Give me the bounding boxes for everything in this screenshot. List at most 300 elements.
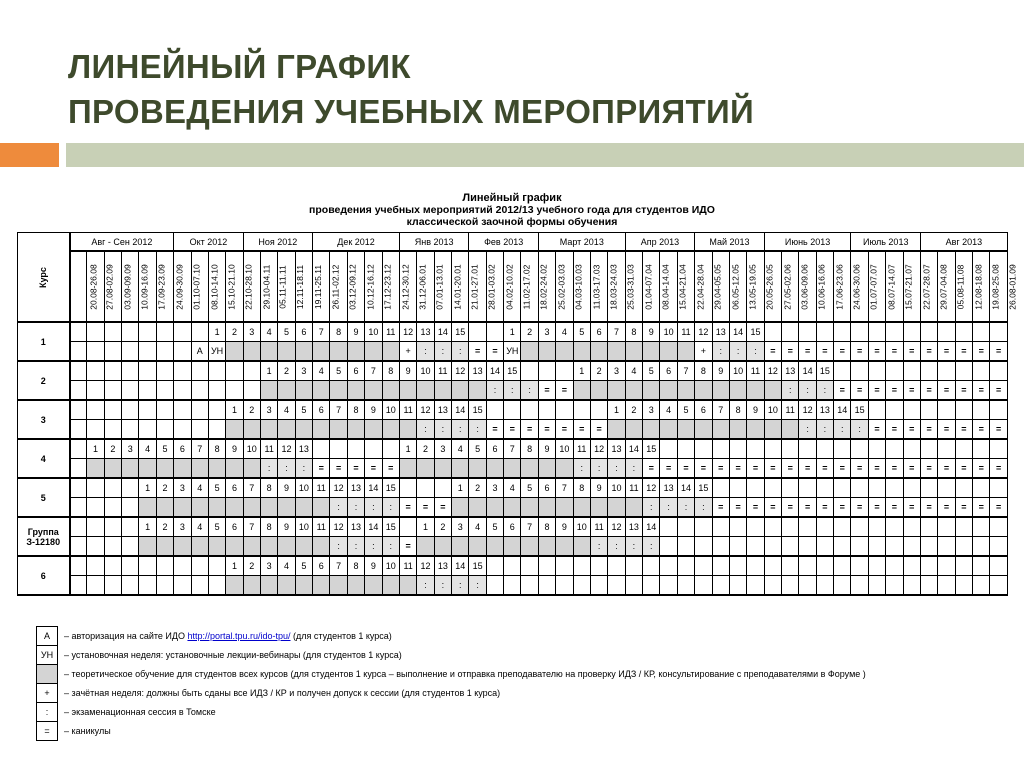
document-heading-line1: Линейный график bbox=[462, 192, 562, 204]
activity-cell bbox=[695, 381, 712, 401]
activity-cell bbox=[226, 342, 243, 362]
activity-cell: : bbox=[434, 576, 451, 596]
week-number-cell: 10 bbox=[608, 478, 625, 498]
activity-cell: = bbox=[382, 459, 399, 479]
week-number-cell bbox=[486, 400, 503, 420]
week-number-cell bbox=[434, 478, 451, 498]
week-number-cell: 11 bbox=[590, 517, 607, 537]
activity-cell bbox=[278, 537, 295, 557]
course-label: 1 bbox=[18, 322, 70, 361]
activity-cell bbox=[851, 537, 868, 557]
activity-cell bbox=[295, 420, 312, 440]
activity-cell: = bbox=[347, 459, 364, 479]
week-date-label: 08.04-14.04 bbox=[660, 263, 671, 310]
activity-cell: = bbox=[886, 420, 903, 440]
activity-cell: А bbox=[191, 342, 208, 362]
course-activity-row bbox=[18, 498, 1008, 518]
week-number-cell: 14 bbox=[799, 361, 816, 381]
activity-cell bbox=[226, 420, 243, 440]
week-number-cell bbox=[104, 478, 121, 498]
week-number-cell: 1 bbox=[226, 400, 243, 420]
legend-description: – теоретическое обучение для студентов всех курсов (для студентов 1 курса – выполнение и отправка преподавателю на проверку ИДЗ / КР, консультирование с преподавателями в Форуме ) bbox=[64, 669, 866, 679]
activity-cell: = bbox=[816, 459, 833, 479]
week-number-cell bbox=[538, 361, 555, 381]
week-number-cell: 13 bbox=[434, 400, 451, 420]
month-header: Фев 2013 bbox=[469, 233, 538, 252]
week-number-cell bbox=[799, 322, 816, 342]
activity-cell bbox=[122, 576, 139, 596]
week-number-cell: 11 bbox=[434, 361, 451, 381]
week-number-cell bbox=[920, 400, 937, 420]
activity-cell bbox=[608, 342, 625, 362]
week-number-cell bbox=[104, 517, 121, 537]
legend-symbol: : bbox=[37, 703, 58, 722]
week-number-cell: 8 bbox=[260, 517, 277, 537]
week-number-cell bbox=[556, 361, 573, 381]
week-date-label: 25.02-03.03 bbox=[556, 263, 567, 310]
week-number-cell: 9 bbox=[365, 556, 382, 576]
activity-cell bbox=[278, 576, 295, 596]
month-header: Март 2013 bbox=[538, 233, 625, 252]
week-number-cell bbox=[938, 400, 955, 420]
week-number-cell bbox=[330, 439, 347, 459]
week-date-label: 15.10-21.10 bbox=[226, 263, 237, 310]
activity-cell: = bbox=[747, 498, 764, 518]
activity-cell: : bbox=[643, 498, 660, 518]
week-number-cell bbox=[104, 322, 121, 342]
legend-description: – каникулы bbox=[64, 726, 111, 736]
activity-cell bbox=[139, 537, 156, 557]
activity-cell: = bbox=[782, 498, 799, 518]
activity-cell bbox=[469, 498, 486, 518]
activity-cell bbox=[243, 498, 260, 518]
activity-cell: = bbox=[712, 459, 729, 479]
week-number-cell bbox=[799, 439, 816, 459]
week-number-cell: 1 bbox=[87, 439, 104, 459]
week-number-cell: 11 bbox=[677, 322, 694, 342]
week-number-cell bbox=[191, 556, 208, 576]
week-number-cell: 5 bbox=[208, 478, 225, 498]
activity-cell: : bbox=[347, 537, 364, 557]
course-row bbox=[18, 400, 1008, 420]
week-number-cell bbox=[156, 322, 173, 342]
activity-cell: = bbox=[556, 381, 573, 401]
activity-cell bbox=[434, 459, 451, 479]
week-number-cell bbox=[712, 517, 729, 537]
activity-cell bbox=[156, 459, 173, 479]
week-number-cell: 15 bbox=[452, 322, 469, 342]
activity-cell bbox=[260, 381, 277, 401]
activity-cell bbox=[330, 420, 347, 440]
course-label: 4 bbox=[18, 439, 70, 478]
activity-cell bbox=[191, 381, 208, 401]
week-number-cell: 14 bbox=[729, 322, 746, 342]
activity-cell bbox=[191, 420, 208, 440]
activity-cell bbox=[399, 381, 416, 401]
activity-cell bbox=[295, 537, 312, 557]
week-number-cell bbox=[764, 517, 781, 537]
week-number-cell: 12 bbox=[590, 439, 607, 459]
week-number-cell bbox=[764, 439, 781, 459]
week-date-label: 22.10-28.10 bbox=[243, 263, 254, 310]
activity-cell bbox=[747, 537, 764, 557]
week-number-cell: 13 bbox=[816, 400, 833, 420]
activity-cell bbox=[834, 576, 851, 596]
activity-cell bbox=[643, 342, 660, 362]
activity-cell bbox=[260, 420, 277, 440]
week-number-cell bbox=[556, 556, 573, 576]
week-number-cell bbox=[191, 322, 208, 342]
activity-cell bbox=[573, 498, 590, 518]
week-number-cell: 15 bbox=[504, 361, 521, 381]
document-heading bbox=[17, 192, 1007, 228]
week-number-cell: 10 bbox=[382, 556, 399, 576]
week-number-cell bbox=[938, 556, 955, 576]
week-date-label: 01.10-07.10 bbox=[191, 263, 202, 310]
activity-cell: = bbox=[538, 381, 555, 401]
activity-cell: : bbox=[417, 420, 434, 440]
week-number-cell: 3 bbox=[243, 322, 260, 342]
activity-cell bbox=[330, 576, 347, 596]
activity-cell bbox=[260, 537, 277, 557]
week-number-cell bbox=[191, 400, 208, 420]
activity-cell bbox=[174, 420, 191, 440]
week-number-cell bbox=[747, 556, 764, 576]
activity-cell: = bbox=[660, 459, 677, 479]
legend-description: – авторизация на сайте ИДО bbox=[64, 631, 188, 641]
activity-cell: = bbox=[643, 459, 660, 479]
course-row bbox=[18, 361, 1008, 381]
week-number-cell bbox=[903, 400, 920, 420]
week-number-cell bbox=[747, 478, 764, 498]
week-number-cell bbox=[382, 439, 399, 459]
week-number-cell: 9 bbox=[538, 439, 555, 459]
week-number-cell: 6 bbox=[226, 478, 243, 498]
week-number-cell: 12 bbox=[399, 322, 416, 342]
week-number-cell bbox=[816, 556, 833, 576]
week-number-cell: 4 bbox=[556, 322, 573, 342]
week-number-cell bbox=[938, 517, 955, 537]
week-number-cell: 6 bbox=[695, 400, 712, 420]
document-heading-line2: проведения учебных мероприятий 2012/13 учебного года для студентов ИДО bbox=[309, 204, 715, 216]
week-number-cell bbox=[903, 556, 920, 576]
week-number-cell: 15 bbox=[469, 556, 486, 576]
activity-cell: = bbox=[886, 459, 903, 479]
week-number-cell: 3 bbox=[260, 556, 277, 576]
activity-cell: : bbox=[469, 576, 486, 596]
activity-cell: = bbox=[955, 420, 972, 440]
activity-cell bbox=[556, 576, 573, 596]
week-number-cell bbox=[816, 439, 833, 459]
week-number-cell: 11 bbox=[625, 478, 642, 498]
activity-cell: : bbox=[625, 537, 642, 557]
activity-cell bbox=[973, 537, 990, 557]
activity-cell: = bbox=[504, 420, 521, 440]
week-number-cell: 3 bbox=[538, 322, 555, 342]
activity-cell bbox=[243, 576, 260, 596]
activity-cell bbox=[174, 381, 191, 401]
activity-cell: : bbox=[816, 420, 833, 440]
week-number-cell: 9 bbox=[590, 478, 607, 498]
month-header: Июнь 2013 bbox=[764, 233, 851, 252]
week-date-label: 01.04-07.04 bbox=[643, 263, 654, 310]
week-number-cell bbox=[729, 439, 746, 459]
week-number-cell: 13 bbox=[434, 556, 451, 576]
activity-cell: = bbox=[990, 498, 1007, 518]
activity-cell: = bbox=[799, 498, 816, 518]
legend-text bbox=[58, 627, 867, 646]
activity-cell: : bbox=[434, 420, 451, 440]
activity-cell bbox=[590, 498, 607, 518]
activity-cell bbox=[764, 537, 781, 557]
activity-cell: = bbox=[538, 420, 555, 440]
activity-cell: : bbox=[365, 498, 382, 518]
week-number-cell bbox=[990, 517, 1007, 537]
activity-cell bbox=[87, 342, 104, 362]
activity-cell bbox=[886, 537, 903, 557]
activity-cell bbox=[955, 537, 972, 557]
week-number-cell: 2 bbox=[521, 322, 538, 342]
activity-cell bbox=[469, 459, 486, 479]
week-number-cell: 7 bbox=[243, 478, 260, 498]
week-number-cell: 1 bbox=[260, 361, 277, 381]
activity-cell bbox=[868, 537, 885, 557]
week-number-cell: 14 bbox=[365, 517, 382, 537]
week-number-cell: 10 bbox=[295, 517, 312, 537]
activity-cell bbox=[295, 576, 312, 596]
activity-cell bbox=[521, 537, 538, 557]
week-number-cell: 5 bbox=[278, 322, 295, 342]
activity-cell bbox=[139, 381, 156, 401]
activity-cell bbox=[712, 576, 729, 596]
activity-cell bbox=[729, 537, 746, 557]
activity-cell bbox=[521, 459, 538, 479]
activity-cell: = bbox=[868, 498, 885, 518]
activity-cell: = bbox=[365, 459, 382, 479]
slide-title-line1: ЛИНЕЙНЫЙ ГРАФИК bbox=[68, 48, 411, 85]
activity-cell: = bbox=[886, 342, 903, 362]
week-number-cell: 7 bbox=[191, 439, 208, 459]
week-number-cell bbox=[886, 556, 903, 576]
week-number-cell: 8 bbox=[382, 361, 399, 381]
week-number-cell bbox=[955, 517, 972, 537]
week-number-cell: 11 bbox=[747, 361, 764, 381]
document-heading-line3: классической заочной формы обучения bbox=[406, 216, 618, 228]
week-number-cell bbox=[886, 517, 903, 537]
portal-link[interactable]: http://portal.tpu.ru/ido-tpu/ bbox=[187, 631, 291, 641]
week-number-cell bbox=[920, 361, 937, 381]
week-number-cell: 5 bbox=[677, 400, 694, 420]
week-number-cell bbox=[660, 556, 677, 576]
activity-cell bbox=[486, 537, 503, 557]
week-number-cell bbox=[695, 517, 712, 537]
week-number-cell: 12 bbox=[799, 400, 816, 420]
week-number-cell: 3 bbox=[174, 517, 191, 537]
week-number-cell: 10 bbox=[573, 517, 590, 537]
week-number-cell: 12 bbox=[330, 517, 347, 537]
week-number-cell bbox=[938, 361, 955, 381]
activity-cell bbox=[886, 576, 903, 596]
week-number-cell: 7 bbox=[330, 556, 347, 576]
activity-cell: : bbox=[573, 459, 590, 479]
activity-cell bbox=[538, 342, 555, 362]
activity-cell bbox=[295, 498, 312, 518]
week-number-cell bbox=[973, 439, 990, 459]
week-number-cell bbox=[122, 517, 139, 537]
activity-cell bbox=[208, 381, 225, 401]
activity-cell bbox=[104, 537, 121, 557]
activity-cell: = bbox=[990, 381, 1007, 401]
week-date-label: 04.02-10.02 bbox=[504, 263, 515, 310]
week-number-cell bbox=[695, 439, 712, 459]
activity-cell: = bbox=[695, 459, 712, 479]
week-number-cell bbox=[104, 556, 121, 576]
week-date-label: 29.07-04.08 bbox=[938, 263, 949, 310]
activity-cell: : bbox=[330, 498, 347, 518]
activity-cell bbox=[70, 537, 87, 557]
week-number-cell bbox=[868, 439, 885, 459]
week-number-cell bbox=[208, 361, 225, 381]
activity-cell bbox=[174, 342, 191, 362]
activity-cell bbox=[799, 576, 816, 596]
activity-cell bbox=[208, 537, 225, 557]
activity-cell: = bbox=[417, 498, 434, 518]
week-number-cell: 5 bbox=[521, 478, 538, 498]
week-date-label: 12.08-18.08 bbox=[973, 263, 984, 310]
activity-cell: = bbox=[330, 459, 347, 479]
week-number-cell: 3 bbox=[643, 400, 660, 420]
activity-cell bbox=[556, 342, 573, 362]
activity-cell bbox=[573, 342, 590, 362]
activity-cell bbox=[782, 537, 799, 557]
course-activity-row bbox=[18, 576, 1008, 596]
activity-cell bbox=[955, 576, 972, 596]
week-number-cell bbox=[573, 556, 590, 576]
activity-cell bbox=[191, 498, 208, 518]
activity-cell bbox=[643, 576, 660, 596]
week-number-cell: 10 bbox=[243, 439, 260, 459]
activity-cell bbox=[469, 381, 486, 401]
week-date-label: 20.05-26.05 bbox=[764, 263, 775, 310]
legend-item bbox=[37, 703, 867, 722]
week-number-cell bbox=[122, 478, 139, 498]
activity-cell: = bbox=[973, 420, 990, 440]
week-number-cell: 4 bbox=[452, 439, 469, 459]
activity-cell bbox=[729, 576, 746, 596]
week-number-cell bbox=[486, 556, 503, 576]
activity-cell bbox=[747, 381, 764, 401]
course-row bbox=[18, 517, 1008, 537]
activity-cell bbox=[712, 381, 729, 401]
week-number-cell bbox=[139, 400, 156, 420]
week-date-label: 22.04-28.04 bbox=[695, 263, 706, 310]
week-number-cell: 2 bbox=[469, 478, 486, 498]
week-number-cell: 2 bbox=[226, 322, 243, 342]
week-number-cell bbox=[156, 556, 173, 576]
course-row bbox=[18, 478, 1008, 498]
legend-symbol: + bbox=[37, 684, 58, 703]
week-number-cell bbox=[834, 517, 851, 537]
week-number-cell bbox=[521, 400, 538, 420]
activity-cell: = bbox=[868, 420, 885, 440]
legend-item bbox=[37, 665, 867, 684]
week-number-cell bbox=[973, 517, 990, 537]
week-number-cell: 6 bbox=[660, 361, 677, 381]
week-date-label: 24.09-30.09 bbox=[174, 263, 185, 310]
week-number-cell: 12 bbox=[417, 400, 434, 420]
activity-cell bbox=[538, 498, 555, 518]
month-header: Авг 2013 bbox=[920, 233, 1007, 252]
activity-cell: = bbox=[868, 342, 885, 362]
week-number-cell bbox=[938, 478, 955, 498]
activity-cell: = bbox=[747, 459, 764, 479]
week-number-cell: 9 bbox=[643, 322, 660, 342]
week-number-cell bbox=[521, 556, 538, 576]
activity-cell bbox=[347, 420, 364, 440]
activity-cell bbox=[104, 342, 121, 362]
activity-cell bbox=[712, 537, 729, 557]
course-activity-row bbox=[18, 342, 1008, 362]
course-row bbox=[18, 322, 1008, 342]
activity-cell: : bbox=[799, 420, 816, 440]
week-date-label: 28.01-03.02 bbox=[487, 263, 498, 310]
week-number-cell: 12 bbox=[278, 439, 295, 459]
activity-cell bbox=[538, 537, 555, 557]
week-number-cell bbox=[538, 556, 555, 576]
activity-cell bbox=[608, 498, 625, 518]
activity-cell: = bbox=[782, 459, 799, 479]
activity-cell: = bbox=[764, 459, 781, 479]
activity-cell: = bbox=[834, 381, 851, 401]
activity-cell bbox=[973, 576, 990, 596]
activity-cell bbox=[70, 381, 87, 401]
activity-cell: = bbox=[816, 342, 833, 362]
activity-cell: = bbox=[990, 420, 1007, 440]
activity-cell: : bbox=[851, 420, 868, 440]
activity-cell: : bbox=[712, 342, 729, 362]
legend-item bbox=[37, 627, 867, 646]
activity-cell bbox=[313, 498, 330, 518]
activity-cell bbox=[556, 498, 573, 518]
activity-cell: = bbox=[973, 381, 990, 401]
activity-cell: : bbox=[452, 342, 469, 362]
week-number-cell bbox=[903, 439, 920, 459]
activity-cell: : bbox=[278, 459, 295, 479]
week-number-cell bbox=[955, 439, 972, 459]
activity-cell bbox=[226, 576, 243, 596]
activity-cell: : bbox=[521, 381, 538, 401]
week-number-cell: 10 bbox=[382, 400, 399, 420]
week-date-label: 08.07-14.07 bbox=[886, 263, 897, 310]
week-number-cell: 1 bbox=[573, 361, 590, 381]
week-date-label: 03.12-09.12 bbox=[348, 263, 359, 310]
week-date-label: 17.06-23.06 bbox=[834, 263, 845, 310]
week-number-cell bbox=[538, 400, 555, 420]
activity-cell bbox=[729, 420, 746, 440]
activity-cell: = bbox=[764, 498, 781, 518]
activity-cell bbox=[313, 576, 330, 596]
week-number-cell bbox=[70, 439, 87, 459]
week-date-label: 18.02-24.02 bbox=[539, 263, 550, 310]
activity-cell: = bbox=[938, 459, 955, 479]
week-number-cell: 2 bbox=[417, 439, 434, 459]
week-number-cell: 9 bbox=[347, 322, 364, 342]
week-number-cell: 11 bbox=[313, 517, 330, 537]
week-number-cell bbox=[886, 439, 903, 459]
week-number-cell bbox=[677, 556, 694, 576]
activity-cell: = bbox=[990, 342, 1007, 362]
activity-cell bbox=[625, 420, 642, 440]
